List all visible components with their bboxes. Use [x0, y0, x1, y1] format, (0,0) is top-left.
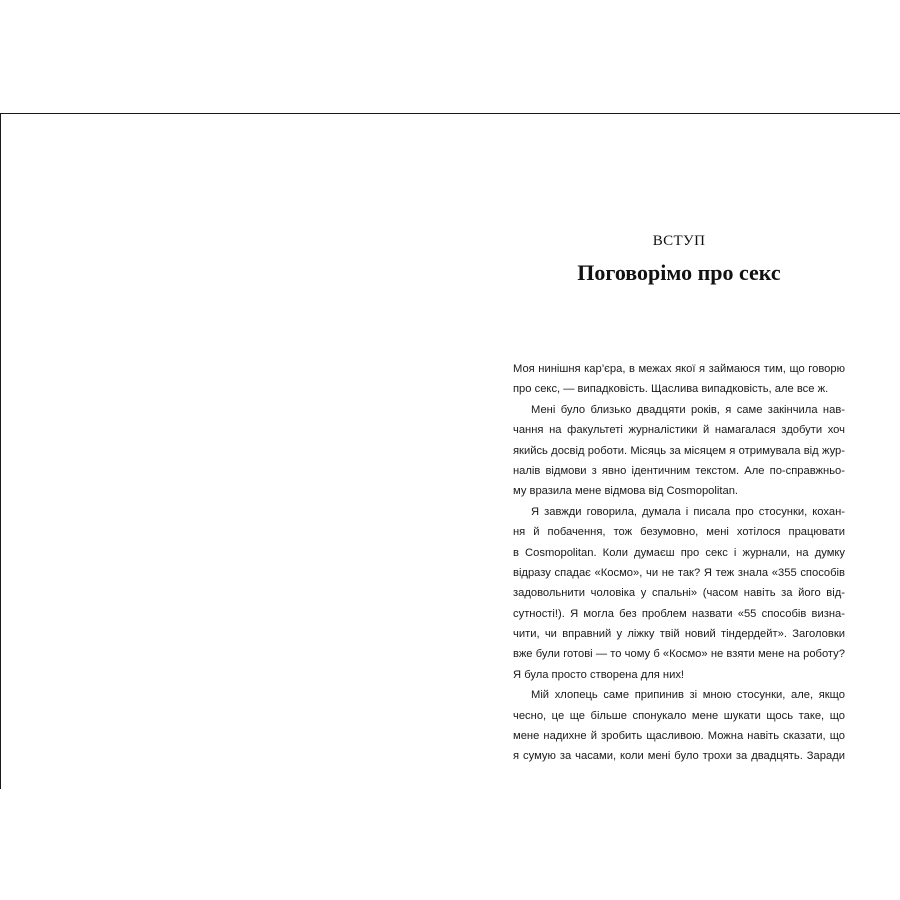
text-line: чесно, це ще більше спонукало мене шукати щось таке, що: [513, 709, 845, 722]
text-line: я сумую за часами, коли мені було трохи за двадцять. Заради: [513, 750, 845, 763]
chapter-label: ВСТУП: [652, 233, 706, 249]
right-page: [513, 114, 845, 790]
text-line: вже були готові — то чому б «Космо» не взяти мене на роботу?: [513, 648, 845, 661]
chapter-title: Поговорімо про секс: [577, 260, 781, 285]
text-line: якийсь досвід роботи. Місяць за місяцем я отримувала від жур-: [513, 444, 845, 457]
text-line: сутності!). Я могла без проблем назвати «55 способів визна-: [513, 607, 845, 620]
text-line: мене надихне й зробить щасливою. Можна навіть сказати, що: [513, 730, 845, 743]
text-line: в Cosmopolitan. Коли думаєш про секс і журнали, на думку: [513, 546, 845, 559]
text-line: відразу спадає «Космо», чи не так? Я теж знала «355 способів: [513, 566, 845, 579]
book-spread: [0, 113, 900, 789]
text-line: Я завжди говорила, думала і писала про стосунки, кохан-: [531, 505, 845, 518]
text-line: му вразила мене відмова від Cosmopolitan.: [513, 485, 739, 498]
text-line: чання на факультеті журналістики й намагалася здобути хоч: [513, 424, 845, 437]
text-line: Я була просто створена для них!: [513, 668, 685, 681]
body-text: [513, 359, 845, 767]
text-line: задовольнити чоловіка у спальні» (часом навіть за його від-: [513, 587, 845, 600]
text-line: Мені було близько двадцяти років, я саме закінчила нав-: [531, 403, 845, 416]
text-line: Мій хлопець саме припинив зі мною стосунки, але, якщо: [531, 689, 845, 702]
text-line: чити, чи вправний у ліжку твій новий тіндердейт». Заголовки: [513, 628, 845, 641]
text-line: про секс, — випадковість. Щаслива випадковість, але все ж.: [513, 383, 829, 396]
text-line: налів відмови з явно ідентичним текстом. Але по-справжньо-: [513, 464, 845, 477]
text-line: ня й побачення, тож безумовно, мені хотілося працювати: [513, 526, 845, 539]
text-line: Моя нинішня кар’єра, в межах якої я займаюся тим, що говорю: [513, 363, 845, 375]
